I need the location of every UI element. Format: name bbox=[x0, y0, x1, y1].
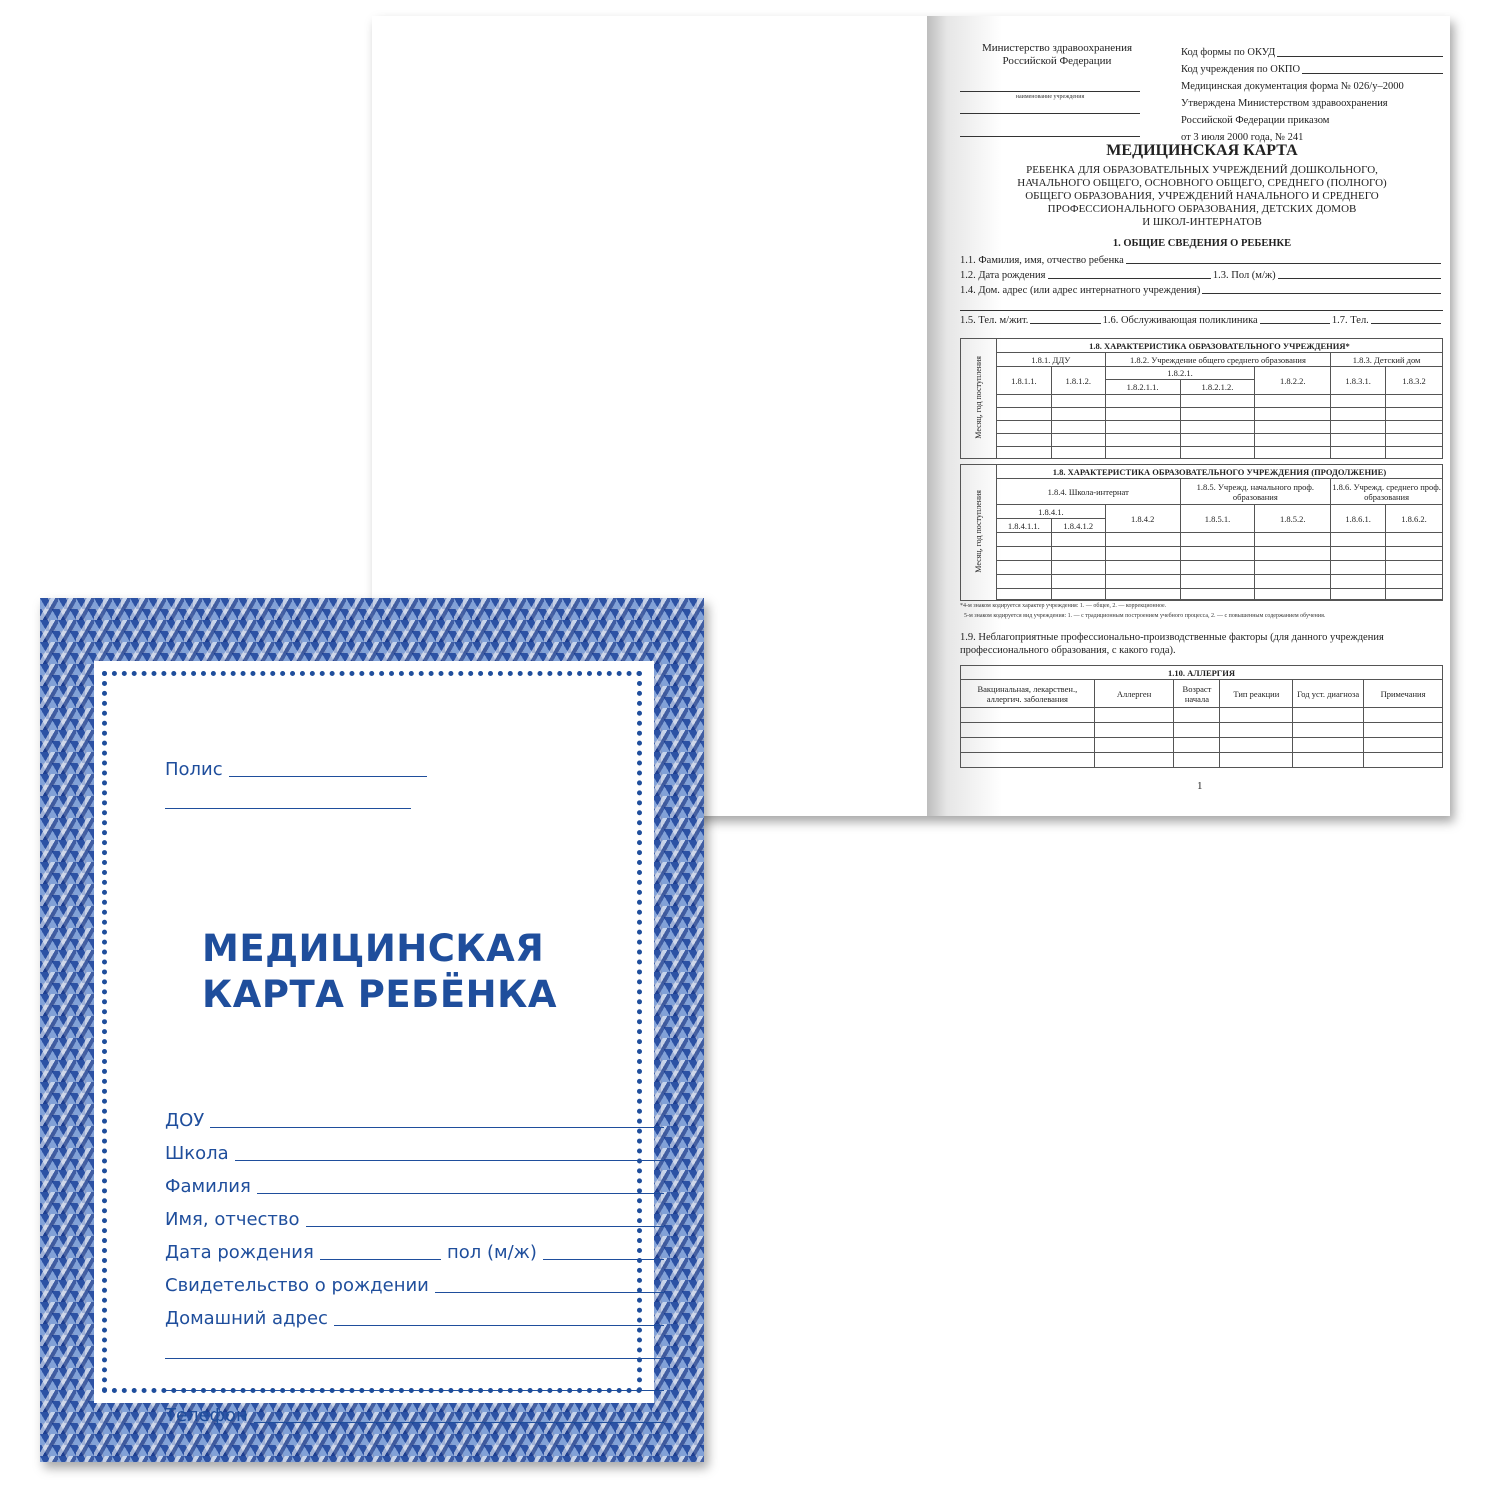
allergy-header: 1.10. АЛЛЕРГИЯ bbox=[961, 666, 1443, 680]
dou-field[interactable]: ДОУ bbox=[165, 1107, 664, 1131]
form-page bbox=[927, 16, 1450, 816]
approval-line-3: от 3 июля 2000 года, № 241 bbox=[1181, 132, 1304, 143]
field-phones-clinic[interactable]: 1.5. Тел. м/жит. 1.6. Обслуживающая поликлиника 1.7. Тел. bbox=[960, 312, 1443, 326]
education-table-2: Месяц, год поступления 1.8. ХАРАКТЕРИСТИКА ОБРАЗОВАТЕЛЬНОГО УЧРЕЖДЕНИЯ (ПРОДОЛЖЕНИЕ) 1.8.4. Школа-интернат 1.8.5. Учрежд. начального проф. образования 1.8.6. Учрежд. среднего проф. образования 1.8.4.1. 1.8.4.2 1.8.5.1. 1.8.5.2. 1.8.6.1. 1.8.6.2. 1.8.4.1.1. 1.8.4.1.2 bbox=[960, 464, 1443, 601]
allergy-table: 1.10. АЛЛЕРГИЯ Вакцинальная, лекарствен., аллергич. заболевания Аллерген Возраст начала Тип реакции Год уст. диагноза Примечания bbox=[960, 665, 1443, 768]
form-codes-block bbox=[1181, 42, 1443, 144]
field-full-name[interactable]: 1.1. Фамилия, имя, отчество ребенка bbox=[960, 252, 1443, 266]
phone-field[interactable]: Телефон bbox=[165, 1402, 664, 1426]
booklet-cover bbox=[40, 598, 704, 1462]
address-continuation-line bbox=[960, 310, 1443, 311]
form-subtitle: РЕБЕНКА ДЛЯ ОБРАЗОВАТЕЛЬНЫХ УЧРЕЖДЕНИЙ ДОШКОЛЬНОГО, НАЧАЛЬНОГО ОБЩЕГО, ОСНОВНОГО ОБЩЕГО, СРЕДНЕГО (ПОЛНОГО) ОБЩЕГО ОБРАЗОВАНИЯ, УЧРЕЖДЕНИЙ НАЧАЛЬНОГО И СРЕДНЕГО ПРОФЕССИОНАЛЬНОГО ОБРАЗОВАНИЯ, ДЕТСКИХ ДОМОВ И ШКОЛ-ИНТЕРНАТОВ bbox=[1017, 164, 1387, 228]
cover-title: МЕДИЦИНСКАЯ КАРТА РЕБЁНКА bbox=[202, 927, 557, 1016]
address-line-2[interactable] bbox=[165, 1358, 664, 1359]
paragraph-1-9: 1.9. Неблагоприятные профессионально-производственные факторы (для данного учреждения профессионального образования, с какого года). bbox=[960, 632, 1384, 656]
section-1-heading: 1. ОБЩИЕ СВЕДЕНИЯ О РЕБЕНКЕ bbox=[1112, 238, 1292, 249]
birth-date-sex-field[interactable]: Дата рождения пол (м/ж) bbox=[165, 1239, 664, 1263]
okud-code-label: Код формы по ОКУД bbox=[1181, 47, 1276, 58]
birth-certificate-field[interactable]: Свидетельство о рождении bbox=[165, 1272, 664, 1296]
cover-white-panel bbox=[94, 661, 654, 1426]
institution-line bbox=[960, 91, 1140, 92]
form-number: Медицинская документация форма № 026/у–2000 bbox=[1181, 81, 1404, 92]
polis-field[interactable] bbox=[165, 756, 427, 780]
polis-label: Полис bbox=[165, 759, 223, 780]
page-number: 1 bbox=[1197, 780, 1203, 792]
field-birth-date-sex[interactable]: 1.2. Дата рождения 1.3. Пол (м/ж) bbox=[960, 267, 1443, 281]
table2-side-label: Месяц, год поступления bbox=[961, 465, 997, 601]
school-field[interactable]: Школа bbox=[165, 1140, 664, 1164]
table1-header: 1.8. ХАРАКТЕРИСТИКА ОБРАЗОВАТЕЛЬНОГО УЧРЕЖДЕНИЯ* bbox=[996, 339, 1442, 353]
education-table-1: Месяц, год поступления 1.8. ХАРАКТЕРИСТИКА ОБРАЗОВАТЕЛЬНОГО УЧРЕЖДЕНИЯ* 1.8.1. ДДУ 1.8.2. Учреждение общего среднего образования 1.8.3. Детский дом 1.8.1.1. 1.8.1.2. 1.8.2.1. 1.8.2.2. 1.8.3.1. 1.8.3.2 1.8.2.1.1. 1.8.2.1.2. bbox=[960, 338, 1443, 459]
ministry-line-2: Российской Федерации bbox=[1002, 55, 1112, 67]
table1-side-label: Месяц, год поступления bbox=[961, 339, 997, 459]
surname-field[interactable]: Фамилия bbox=[165, 1173, 664, 1197]
approval-line-2: Российской Федерации приказом bbox=[1181, 115, 1330, 126]
form-title: МЕДИЦИНСКАЯ КАРТА bbox=[1106, 142, 1298, 159]
okpo-code-label: Код учреждения по ОКПО bbox=[1181, 64, 1301, 75]
address-line-3[interactable] bbox=[165, 1390, 664, 1391]
address-field[interactable]: Домашний адрес bbox=[165, 1305, 664, 1329]
polis-line-2[interactable] bbox=[165, 808, 411, 809]
footnote-1: *4-м знаком кодируется характер учреждения: 1. — общее, 2. — коррекционное. bbox=[960, 603, 1167, 609]
field-address[interactable]: 1.4. Дом. адрес (или адрес интернатного учреждения) bbox=[960, 282, 1443, 296]
institution-caption: наименование учреждения bbox=[1015, 94, 1085, 100]
table2-header: 1.8. ХАРАКТЕРИСТИКА ОБРАЗОВАТЕЛЬНОГО УЧРЕЖДЕНИЯ (ПРОДОЛЖЕНИЕ) bbox=[996, 465, 1442, 479]
name-field[interactable]: Имя, отчество bbox=[165, 1206, 664, 1230]
footnote-2: 5-м знаком кодируется вид учреждения: 1. — с традиционным построением учебного процесса, 2. — с повышенным содержанием обучения. bbox=[964, 613, 1326, 619]
ministry-line-1: Министерство здравоохранения bbox=[981, 42, 1133, 54]
institution-line-3 bbox=[960, 136, 1140, 137]
institution-line-2 bbox=[960, 113, 1140, 114]
ministry-block bbox=[957, 42, 1157, 68]
approval-line-1: Утверждена Министерством здравоохранения bbox=[1181, 98, 1388, 109]
